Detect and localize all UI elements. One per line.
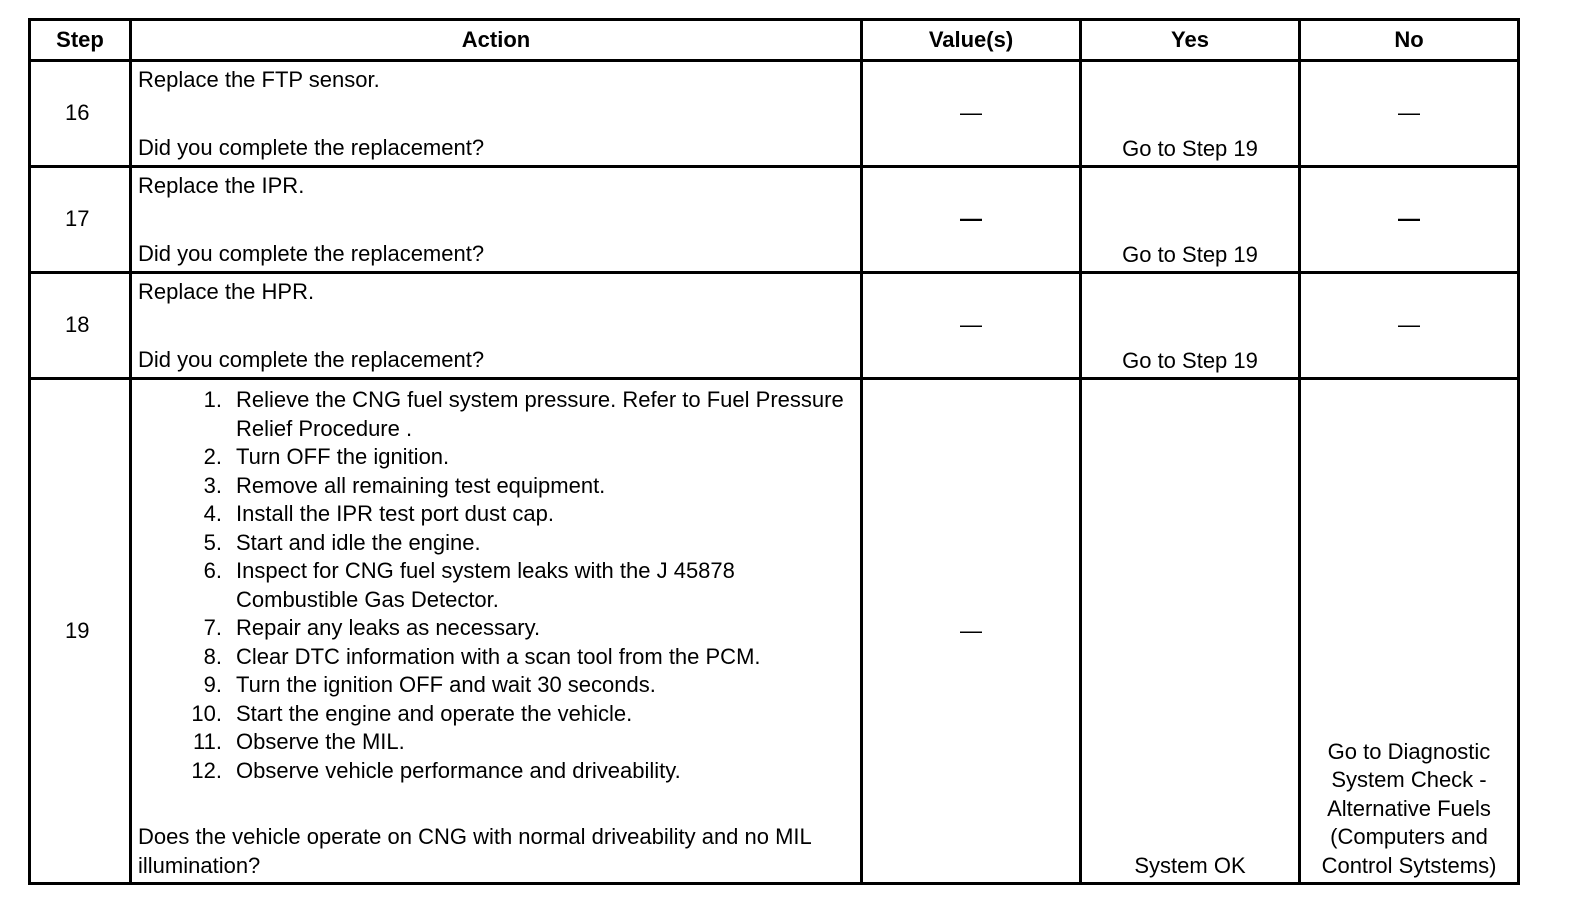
header-no: No [1300, 20, 1519, 61]
action-text: Replace the IPR. [138, 173, 305, 198]
values-cell: — [862, 167, 1081, 273]
action-cell [131, 167, 862, 273]
action-text: Replace the HPR. [138, 279, 315, 304]
yes-cell: Go to Step 19 [1081, 167, 1300, 273]
yes-cell: Go to Step 19 [1081, 273, 1300, 379]
list-item: 5. Start and idle the engine. [203, 529, 481, 555]
action-text: Replace the FTP sensor. [138, 67, 380, 92]
table-row [30, 379, 1519, 884]
table-header-row [30, 20, 1519, 61]
no-cell: Go to Diagnostic System Check - Alternative Fuels (Computers and Control Sytstems) [1300, 379, 1519, 884]
values-cell: — [862, 61, 1081, 167]
table-row [30, 273, 1519, 379]
step-number: 16 [30, 61, 131, 167]
diagnostic-table-container [28, 18, 1520, 885]
action-cell [131, 273, 862, 379]
no-cell: — [1300, 167, 1519, 273]
no-cell: — [1300, 273, 1519, 379]
values-cell: — [862, 273, 1081, 379]
no-cell: — [1300, 61, 1519, 167]
values-cell: — [862, 379, 1081, 884]
action-cell [131, 379, 862, 884]
list-item: 8. Clear DTC information with a scan tool from the PCM. [203, 643, 761, 669]
step-number: 18 [30, 273, 131, 379]
list-item: 1. Relieve the CNG fuel system pressure. Refer to Fuel Pressure Relief Procedure . [203, 387, 844, 441]
yes-cell: Go to Step 19 [1081, 61, 1300, 167]
action-question: Did you complete the replacement? [138, 240, 485, 266]
diagnostic-table [28, 18, 1520, 885]
list-item: 10. Start the engine and operate the vehicle. [191, 700, 633, 726]
header-step: Step [30, 20, 131, 61]
list-item: 6. Inspect for CNG fuel system leaks with the J 45878 Combustible Gas Detector. [203, 558, 735, 612]
step-number: 17 [30, 167, 131, 273]
table-row [30, 167, 1519, 273]
header-action: Action [131, 20, 862, 61]
header-yes: Yes [1081, 20, 1300, 61]
table-row [30, 61, 1519, 167]
action-question: Does the vehicle operate on CNG with normal driveability and no MIL illumination? [138, 824, 811, 878]
action-cell [131, 61, 862, 167]
procedure-list [138, 386, 854, 785]
list-item: 11. Observe the MIL. [193, 729, 405, 754]
yes-cell: System OK [1081, 379, 1300, 884]
list-item: 4. Install the IPR test port dust cap. [203, 501, 554, 526]
list-item: 2. Turn OFF the ignition. [203, 444, 450, 469]
action-question: Did you complete the replacement? [138, 346, 485, 372]
step-number: 19 [30, 379, 131, 884]
action-question: Did you complete the replacement? [138, 134, 485, 160]
list-item: 12. Observe vehicle performance and driveability. [191, 757, 681, 783]
header-values: Value(s) [862, 20, 1081, 61]
list-item: 3. Remove all remaining test equipment. [203, 472, 606, 498]
list-item: 9. Turn the ignition OFF and wait 30 seconds. [203, 672, 656, 697]
list-item: 7. Repair any leaks as necessary. [203, 615, 541, 640]
